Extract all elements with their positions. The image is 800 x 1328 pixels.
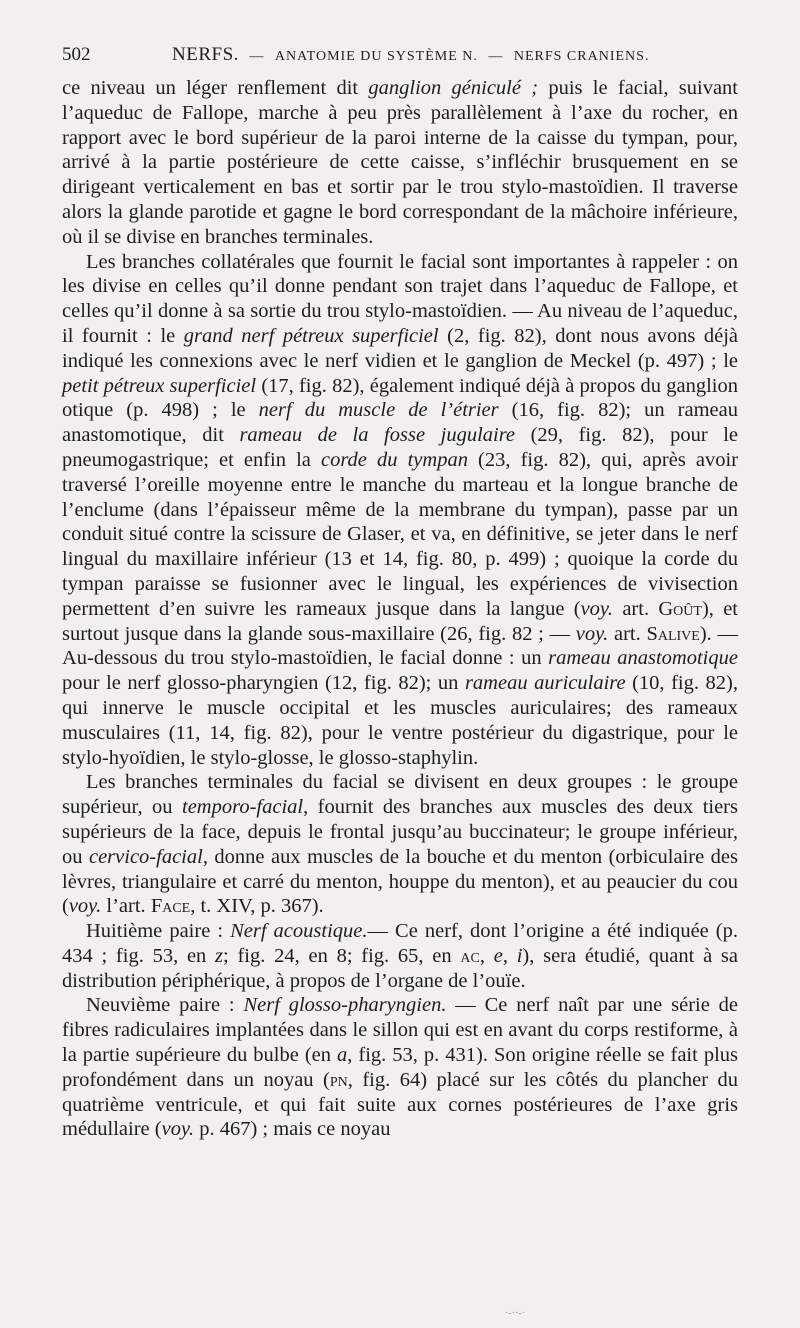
- text-run: Les branches terminales du facial se divisent en deux groupes : le groupe supérieur, ou: [62, 771, 738, 819]
- italic-run: Nerf acoustique.: [230, 920, 368, 943]
- italic-run: ganglion géniculé ;: [368, 77, 539, 99]
- small-caps-run: ac: [460, 944, 480, 967]
- text-run: art.: [613, 597, 659, 620]
- body-text: [62, 76, 738, 1142]
- running-header: [62, 44, 742, 74]
- italic-run: z: [215, 944, 224, 967]
- text-run: Les branches collatérales que fournit le facial sont importantes à rappeler : on les divise en celles qu’il donne pendant son trajet dans l’aqueduc de Fallope, et celles qu’il donne à sa sortie du trou stylo-mastoïdien. — Au niveau de l’aqueduc, il fournit : le: [62, 250, 738, 347]
- text-run: ; fig. 24, en 8; fig. 65, en: [223, 944, 461, 967]
- italic-run: nerf du muscle de l’étrier: [258, 399, 499, 422]
- text-run: (2, fig. 82), dont nous avons déjà indiqué les connexions avec le nerf vidien et le ganglion de Meckel (p. 497) ; le: [62, 324, 738, 372]
- text-run: p. 467) ; mais ce noyau: [194, 1118, 391, 1141]
- text-run: , donne aux muscles de la bouche et du menton (orbiculaire des lèvres, triangulaire et carré du menton, houppe du menton), et au peaucier du cou (: [62, 845, 739, 918]
- text-run: (23, fig. 82), qui, après avoir traversé l’oreille moyenne entre le manche du marteau et la longue branche de l’enclume (dans l’épaisseur même de la membrane du tympan), passe par un conduit situé contre la scissure de Glaser, et va, en définitive, se jeter dans le nerf lingual du maxillaire inférieur (13 et 14, fig. 80, p. 499) ; quoique la corde du tympan paraisse se fusionner avec le lingual, les expériences de vivisection permettent d’en suivre les rameaux jusque dans la langue (: [62, 448, 739, 620]
- running-title-sub-2: NERFS CRANIENS.: [513, 49, 650, 64]
- text-run: puis le facial, suivant l’aqueduc de Fallope, marche à peu près parallèlement à l’axe du rocher, en rapport avec le bord supérieur de la paroi interne de la caisse du tympan, pour, arrivé à la partie postérieure de cette caisse, s’infléchir brusquement en se dirigeant verticalement en bas et sortir par le trou stylo-mastoïdien. Il traverse alors la glande parotide et gagne le bord correspondant de la mâchoire inférieure, où il se divise en branches terminales.: [62, 77, 738, 248]
- running-title: [172, 44, 649, 66]
- text-run: art.: [608, 622, 647, 645]
- text-run: (17, fig. 82), également indiqué déjà à propos du ganglion otique (p. 498) ; le: [62, 374, 739, 422]
- paragraph: [62, 993, 738, 1142]
- running-title-main: NERFS.: [172, 44, 239, 65]
- small-caps-run: Face: [150, 895, 191, 918]
- paragraph: [62, 770, 738, 919]
- running-title-sub-1: ANATOMIE DU SYSTÈME N.: [274, 49, 478, 64]
- text-run: , fournit des branches aux muscles des deux tiers supérieurs de la face, depuis le frontal jusqu’au buccinateur; le groupe inférieur, ou: [62, 796, 738, 868]
- text-run: ,: [479, 944, 494, 967]
- text-run: , t. XIV, p. 367).: [190, 895, 324, 918]
- italic-run: voy.: [68, 895, 102, 918]
- italic-run: i: [516, 944, 523, 967]
- text-run: (29, fig. 82), pour le pneumogastrique; et enfin la: [62, 424, 739, 471]
- text-run: , fig. 53, p. 431). Son origine réelle se fait plus profondément dans un noyau (: [62, 1044, 738, 1091]
- italic-run: temporo-facial: [182, 796, 304, 819]
- italic-run: rameau de la fosse jugulaire: [239, 424, 516, 447]
- text-run: ,: [502, 944, 517, 967]
- italic-run: Nerf glosso-pharyngien.: [243, 994, 447, 1017]
- text-run: — Ce nerf naît par une série de fibres radiculaires implantées dans le sillon qui est en avant du corps restiforme, à la partie supérieure du bulbe (en: [62, 994, 738, 1067]
- running-title-sep-1: —: [249, 49, 265, 64]
- text-run: , fig. 64) placé sur les côtés du plancher du quatrième ventricule, et qui fait suite aux cornes postérieures de l’axe gris médullaire (: [62, 1068, 739, 1141]
- running-title-sep-2: —: [488, 49, 504, 64]
- small-caps-run: pn: [329, 1068, 348, 1091]
- text-run: (16, fig. 82); un rameau anastomotique, dit: [62, 399, 738, 447]
- italic-run: rameau auriculaire: [464, 672, 626, 695]
- italic-run: voy.: [161, 1118, 195, 1141]
- text-run: (10, fig. 82), qui innerve le muscle occipital et les muscles auriculaires; des rameaux musculaires (11, 14, fig. 82), pour le ventre postérieur du digastrique, pour le stylo-hyoïdien, le stylo-glosse, le glosso-staphylin.: [62, 672, 738, 769]
- italic-run: e: [493, 944, 503, 967]
- paragraph: [62, 76, 738, 250]
- text-run: ). — Au-dessous du trou stylo-mastoïdien, le facial donne : un: [62, 622, 738, 670]
- italic-run: cervico-facial: [88, 845, 203, 868]
- text-run: Neuvième paire :: [86, 994, 244, 1017]
- paragraph: [62, 919, 738, 993]
- italic-run: voy.: [575, 622, 609, 645]
- text-run: ce niveau un léger renflement dit: [62, 77, 369, 99]
- page-number: 502: [62, 44, 91, 65]
- small-caps-run: Goût: [658, 597, 702, 620]
- text-run: ), et surtout jusque dans la glande sous-maxillaire (26, fig. 82 ; —: [62, 597, 738, 645]
- paragraph: [62, 250, 738, 771]
- italic-run: corde du tympan: [320, 448, 468, 471]
- italic-run: voy.: [580, 597, 614, 620]
- italic-run: a: [337, 1044, 348, 1067]
- italic-run: grand nerf pétreux superficiel: [183, 324, 439, 347]
- text-run: Huitième paire :: [86, 920, 231, 943]
- text-run: pour le nerf glosso-pharyngien (12, fig. 82); un: [62, 672, 465, 695]
- italic-run: rameau anastomotique: [548, 647, 738, 670]
- scan-smudge: ·-··-·: [505, 1308, 525, 1319]
- italic-run: petit pétreux superficiel: [62, 374, 257, 397]
- text-run: ), sera étudié, quant à sa distribution périphérique, à propos de l’organe de l’ouïe.: [62, 944, 739, 992]
- small-caps-run: Salive: [646, 622, 700, 645]
- text-run: — Ce nerf, dont l’origine a été indiquée (p. 434 ; fig. 53, en: [62, 920, 739, 967]
- text-run: l’art.: [101, 895, 151, 918]
